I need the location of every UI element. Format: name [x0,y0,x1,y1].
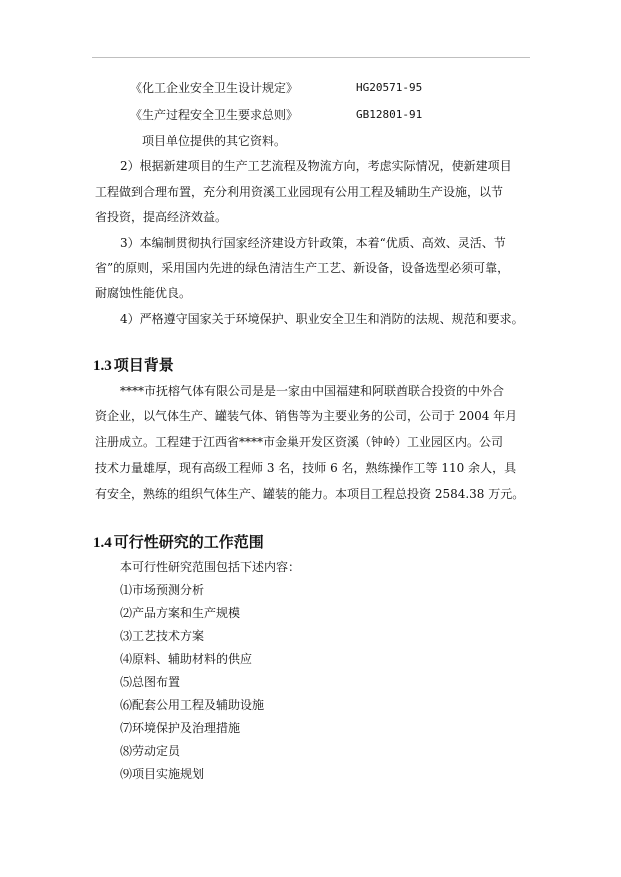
paragraph-line: 注册成立。工程建于江西省****市金巢开发区资溪（钟岭）工业园区内。公司 [95,435,504,449]
paragraph-line: 2）根据新建项目的生产工艺流程及物流方向，考虑实际情况，使新建项目 [120,159,512,173]
paragraph-line: 3）本编制贯彻执行国家经济建设方针政策，本着“优质、高效、灵活、节 [120,236,506,250]
section-title: 可行性研究的工作范围 [113,533,264,551]
paragraph-line: 省”的原则，采用国内先进的绿色清洁生产工艺、新设备，设备选型必须可靠， [95,261,510,275]
standard-name: 《化工企业安全卫生设计规定》 [130,81,299,95]
paragraph-line: ****市抚榕气体有限公司是是一家由中国福建和阿联酋联合投资的中外合 [120,384,505,398]
section-number: 1.3 [93,358,112,374]
list-item: ⑻劳动定员 [120,744,181,758]
scope-intro: 本可行性研究范围包括下述内容： [120,560,301,574]
list-item: ⑶工艺技术方案 [120,629,205,643]
list-item: ⑸总图布置 [120,675,181,689]
list-item: ⑵产品方案和生产规模 [120,606,241,620]
header-rule [92,57,530,58]
list-item: ⑺环境保护及治理措施 [120,721,241,735]
paragraph-line: 工程做到合理布置，充分利用资溪工业园现有公用工程及辅助生产设施，以节 [95,185,504,199]
section-heading [93,532,264,553]
paragraph-line: 技术力量雄厚，现有高级工程师 3 名，技师 6 名，熟练操作工等 110 余人，具 [95,461,517,475]
standard-code: GB12801-91 [356,108,423,121]
section-title: 项目背景 [113,356,174,374]
paragraph-line: 4）严格遵守国家关于环境保护、职业安全卫生和消防的法规、规范和要求。 [120,312,524,326]
list-item: ⑼项目实施规划 [120,767,205,781]
list-item: ⑷原料、辅助材料的供应 [120,652,253,666]
paragraph-line: 耐腐蚀性能优良。 [95,286,192,300]
paragraph-line: 省投资，提高经济效益。 [95,210,228,224]
paragraph-line: 资企业，以气体生产、罐装气体、销售等为主要业务的公司，公司于 2004 年月 [95,409,518,423]
list-item: ⑴市场预测分析 [120,583,205,597]
paragraph-line: 有安全，熟练的组织气体生产、罐装的能力。本项目工程总投资 2584.38 万元。 [95,487,525,501]
other-materials: 项目单位提供的其它资料。 [142,134,287,148]
standard-code: HG20571-95 [356,81,423,94]
list-item: ⑹配套公用工程及辅助设施 [120,698,265,712]
section-heading [93,355,174,376]
section-number: 1.4 [93,535,112,551]
standard-name: 《生产过程安全卫生要求总则》 [130,108,299,122]
